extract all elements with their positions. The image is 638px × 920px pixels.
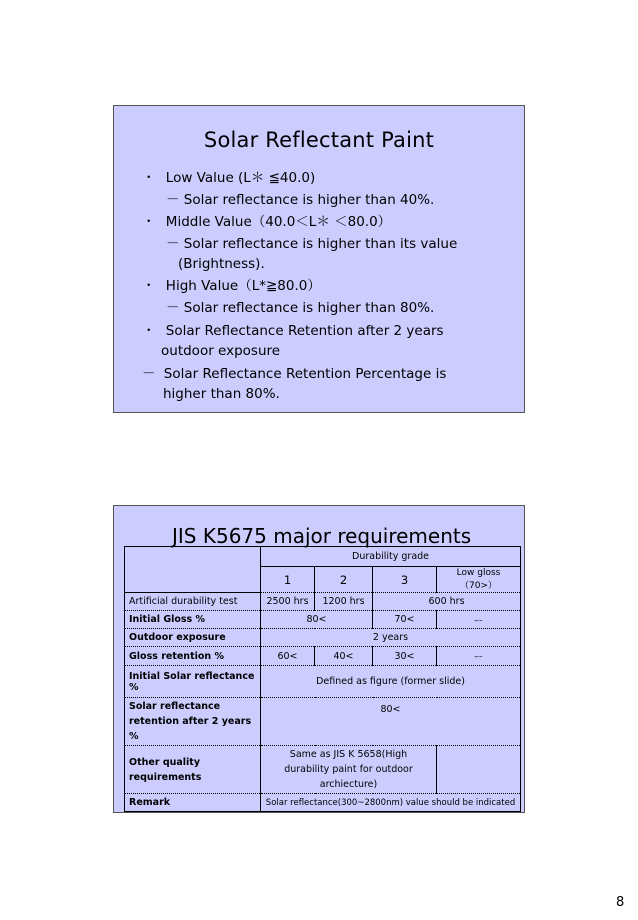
cell-solar-retention: 80< bbox=[261, 698, 521, 746]
table-row bbox=[125, 698, 521, 746]
table-cell-empty bbox=[125, 547, 261, 593]
table-row bbox=[125, 611, 521, 629]
row-label-initial-solar: Initial Solar reflectance % bbox=[125, 666, 261, 698]
sub-bullet-text: Solar reflectance is higher than 80%. bbox=[183, 300, 435, 316]
cell-artificial-g1: 2500 hrs bbox=[261, 593, 315, 611]
label-line: Solar reflectance bbox=[129, 701, 221, 712]
cell-gloss-retention-g3: 30< bbox=[373, 647, 437, 666]
sub-bullet-high-value bbox=[166, 298, 434, 318]
cell-initial-gloss-low: ー bbox=[437, 611, 521, 629]
slide-title: Solar Reflectant Paint bbox=[203, 128, 435, 152]
bullet-text: Low Value (L＊ ≦40.0) bbox=[165, 170, 316, 186]
slide-solar-reflectant-paint bbox=[113, 105, 525, 413]
cell-artificial-rest: 600 hrs bbox=[373, 593, 521, 611]
table-row bbox=[125, 794, 521, 812]
sub-bullet-text: Solar reflectance is higher than its value bbox=[183, 236, 458, 252]
header-grade-2: 2 bbox=[315, 567, 373, 593]
table-row bbox=[125, 746, 521, 794]
header-grade-1: 1 bbox=[261, 567, 315, 593]
value-line: Same as JIS K 5658(High bbox=[289, 749, 408, 760]
dash-glyph: － bbox=[166, 192, 180, 208]
cell-gloss-retention-low: ー bbox=[437, 647, 521, 666]
sub-bullet-retention-percentage bbox=[142, 364, 446, 384]
label-line: retention after 2 years % bbox=[129, 716, 252, 742]
bullet-glyph: ・ bbox=[142, 170, 156, 186]
table-row bbox=[125, 547, 521, 567]
row-label-outdoor: Outdoor exposure bbox=[125, 629, 261, 647]
row-label-other-quality bbox=[125, 746, 261, 794]
bullet-glyph: ・ bbox=[142, 278, 156, 294]
slide-title: JIS K5675 major requirements bbox=[172, 524, 472, 548]
value-line: archiecture) bbox=[319, 779, 378, 790]
row-label-remark: Remark bbox=[125, 794, 261, 812]
bullet-retention bbox=[142, 321, 444, 341]
header-grade-3: 3 bbox=[373, 567, 437, 593]
cell-outdoor: 2 years bbox=[261, 629, 521, 647]
slide-jis-requirements bbox=[113, 505, 525, 813]
bullet-glyph: ・ bbox=[142, 323, 156, 339]
value-line: durability paint for outdoor bbox=[284, 764, 413, 775]
table-row bbox=[125, 666, 521, 698]
bullet-text: Solar Reflectance Retention after 2 years bbox=[165, 323, 444, 339]
bullet-high-value bbox=[142, 276, 321, 296]
requirements-table bbox=[124, 546, 521, 812]
cell-other-quality bbox=[261, 746, 437, 794]
cell-gloss-retention-g2: 40< bbox=[315, 647, 373, 666]
label-line: Other quality bbox=[129, 756, 201, 768]
bullet-middle-value bbox=[142, 212, 391, 232]
page-number: 8 bbox=[616, 895, 625, 910]
row-label-initial-gloss: Initial Gloss % bbox=[125, 611, 261, 629]
label-line: requirements bbox=[129, 771, 202, 783]
cell-remark: Solar reflectance(300~2800nm) value should be indicated bbox=[261, 794, 521, 812]
bullet-glyph: ・ bbox=[142, 214, 156, 230]
cell-artificial-g2: 1200 hrs bbox=[315, 593, 373, 611]
cell-initial-gloss-g3: 70< bbox=[373, 611, 437, 629]
sub-bullet-text: Solar Reflectance Retention Percentage is bbox=[163, 366, 447, 382]
row-label-artificial: Artificial durability test bbox=[125, 593, 261, 611]
row-label-gloss-retention: Gloss retention % bbox=[125, 647, 261, 666]
table-row bbox=[125, 647, 521, 666]
dash-glyph: － bbox=[166, 236, 180, 252]
table-row bbox=[125, 629, 521, 647]
sub-bullet-low-value bbox=[166, 190, 434, 210]
row-label-solar-retention bbox=[125, 698, 261, 746]
cell-gloss-retention-g1: 60< bbox=[261, 647, 315, 666]
sub-bullet-continuation: higher than 80%. bbox=[163, 386, 280, 402]
table-row bbox=[125, 593, 521, 611]
bullet-continuation: outdoor exposure bbox=[161, 343, 281, 359]
header-low-gloss: Low gloss（70>） bbox=[437, 567, 521, 593]
dash-glyph: － bbox=[166, 300, 180, 316]
sub-bullet-text: Solar reflectance is higher than 40%. bbox=[183, 192, 435, 208]
sub-bullet-continuation: (Brightness). bbox=[178, 256, 265, 272]
bullet-text: Middle Value（40.0＜L＊ ＜80.0） bbox=[165, 214, 392, 230]
cell-other-quality-empty bbox=[437, 746, 521, 794]
dash-glyph: － bbox=[142, 366, 156, 382]
sub-bullet-middle-value bbox=[166, 234, 457, 254]
bullet-text: High Value（L*≧80.0） bbox=[165, 278, 321, 294]
cell-initial-gloss-g12: 80< bbox=[261, 611, 373, 629]
bullet-low-value bbox=[142, 168, 315, 188]
header-durability-grade: Durability grade bbox=[261, 547, 521, 567]
cell-initial-solar: Defined as figure (former slide) bbox=[261, 666, 521, 698]
